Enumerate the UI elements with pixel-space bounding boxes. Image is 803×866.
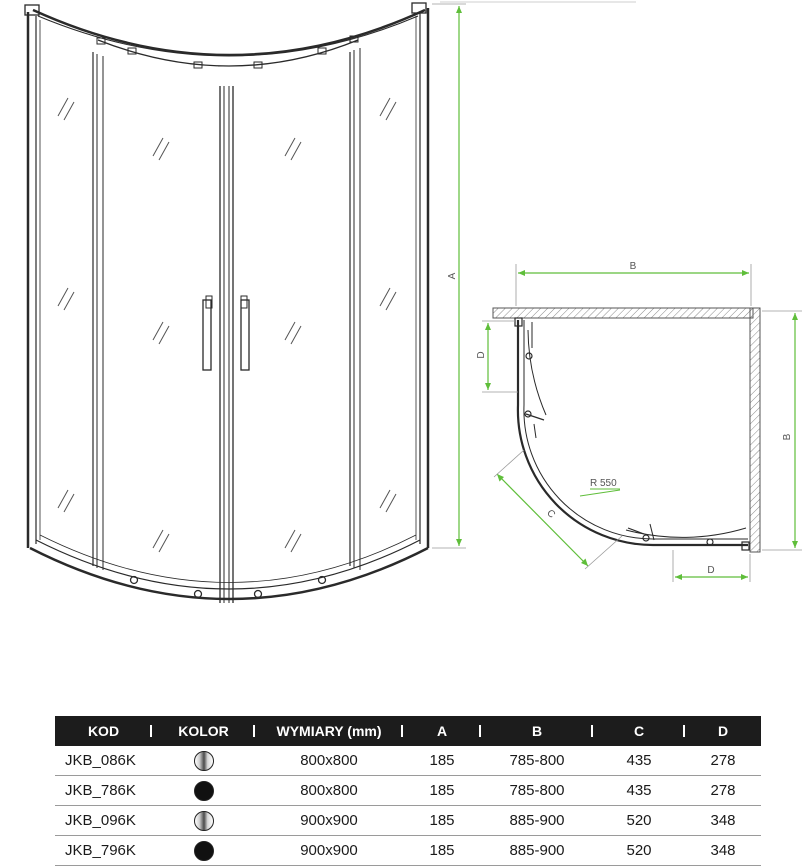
table-row [55,776,761,806]
cell-wymiary: 800x800 [255,776,403,806]
header-a: A [403,716,481,746]
cell-d: 278 [685,746,761,776]
cell-kolor [152,836,255,866]
header-wymiary: WYMIARY (mm) [255,716,403,746]
cell-kolor [152,806,255,836]
dim-c-label: C [544,507,558,521]
dimension-c [494,450,622,569]
black-swatch-icon [194,841,214,861]
dim-b-side-label: B [782,433,793,441]
dimension-b-top [516,261,751,306]
cell-d: 348 [685,806,761,836]
dimension-a [432,4,466,548]
dim-b-top-label: B [629,261,637,272]
dimension-d-left [476,321,518,392]
cell-a: 185 [403,746,481,776]
table-row [55,746,761,776]
header-c: C [593,716,685,746]
header-b: B [481,716,593,746]
chrome-swatch-icon [194,811,214,831]
cell-kod: JKB_096K [55,806,152,836]
cell-a: 185 [403,806,481,836]
cell-wymiary: 900x900 [255,806,403,836]
cell-b: 885-900 [481,836,593,866]
spec-table [55,716,761,866]
cell-d: 348 [685,836,761,866]
cell-a: 185 [403,776,481,806]
chrome-swatch-icon [194,751,214,771]
cell-a: 185 [403,836,481,866]
table-row [55,836,761,866]
dim-d-bottom-label: D [707,565,715,576]
back-wall [493,308,753,318]
dim-radius-label: R 550 [590,478,617,489]
cell-c: 520 [593,836,685,866]
dim-d-left-label: D [476,351,487,359]
cell-c: 520 [593,806,685,836]
dimension-d-bottom [673,550,750,582]
cell-c: 435 [593,776,685,806]
cell-d: 278 [685,776,761,806]
cell-kod: JKB_786K [55,776,152,806]
header-kolor: KOLOR [152,716,255,746]
dimension-b-side [762,311,802,550]
side-wall [750,308,760,552]
table-row [55,806,761,836]
shower-front-view [25,3,428,603]
header-kod: KOD [55,716,152,746]
cell-b: 885-900 [481,806,593,836]
cell-kod: JKB_086K [55,746,152,776]
cell-kolor [152,776,255,806]
cell-b: 785-800 [481,746,593,776]
cell-wymiary: 800x800 [255,746,403,776]
cell-wymiary: 900x900 [255,836,403,866]
cell-b: 785-800 [481,776,593,806]
header-d: D [685,716,761,746]
shower-plan-view [493,308,760,552]
dim-a-label: A [447,272,458,280]
black-swatch-icon [194,781,214,801]
cell-kod: JKB_796K [55,836,152,866]
cell-c: 435 [593,746,685,776]
cell-kolor [152,746,255,776]
table-header-row [55,716,761,746]
